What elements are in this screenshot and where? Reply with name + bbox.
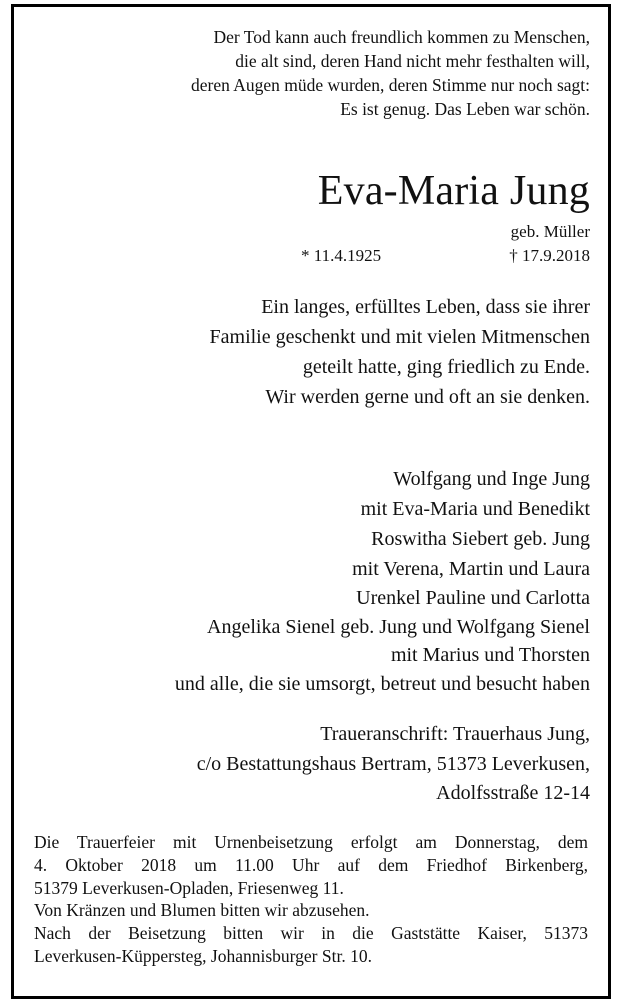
eulogy-line: geteilt hatte, ging friedlich zu Ende.	[302, 356, 590, 378]
notice-line: 51379 Leverkusen-Opladen, Friesenweg 11.	[34, 878, 344, 898]
address-line: Adolfsstraße 12-14	[436, 782, 590, 804]
eulogy-line: Wir werden gerne und oft an sie denken.	[265, 386, 590, 408]
notice-line: Leverkusen-Küppersteg, Johannisburger Str. 10.	[34, 946, 372, 966]
poem-line: Es ist genug. Das Leben war schön.	[340, 99, 590, 119]
poem-line: Der Tod kann auch freundlich kommen zu Menschen,	[213, 27, 590, 47]
address-line: c/o Bestattungshaus Bertram, 51373 Leverkusen,	[196, 753, 590, 775]
death-date: † 17.9.2018	[509, 246, 590, 265]
birth-date: * 11.4.1925	[301, 246, 382, 265]
family-line: mit Eva-Maria und Benedikt	[360, 498, 590, 520]
eulogy-line: Familie geschenkt und mit vielen Mitmenschen	[209, 326, 590, 348]
poem-line: die alt sind, deren Hand nicht mehr festhalten will,	[235, 51, 590, 71]
family-line: Wolfgang und Inge Jung	[393, 468, 590, 490]
address-line: Traueranschrift: Trauerhaus Jung,	[320, 723, 590, 745]
family-line: Angelika Sienel geb. Jung und Wolfgang Sienel	[207, 616, 590, 638]
notice-line: 4. Oktober 2018 um 11.00 Uhr auf dem Friedhof Birkenberg,	[34, 855, 588, 875]
family-line: und alle, die sie umsorgt, betreut und besucht haben	[174, 673, 590, 695]
poem-line: deren Augen müde wurden, deren Stimme nur noch sagt:	[191, 75, 590, 95]
family-line: mit Verena, Martin und Laura	[352, 558, 590, 580]
notice-line: Nach der Beisetzung bitten wir in die Gaststätte Kaiser, 51373	[34, 923, 588, 943]
obituary-notice	[11, 4, 611, 999]
notice-line: Die Trauerfeier mit Urnenbeisetzung erfolgt am Donnerstag, dem	[34, 832, 588, 852]
deceased-name: Eva-Maria Jung	[317, 168, 590, 214]
family-line: mit Marius und Thorsten	[390, 644, 590, 666]
family-line: Urenkel Pauline und Carlotta	[356, 587, 590, 609]
family-line: Roswitha Siebert geb. Jung	[371, 528, 590, 550]
notice-line: Von Kränzen und Blumen bitten wir abzusehen.	[34, 900, 370, 920]
maiden-name: geb. Müller	[510, 222, 590, 241]
eulogy-line: Ein langes, erfülltes Leben, dass sie ihrer	[261, 296, 590, 318]
